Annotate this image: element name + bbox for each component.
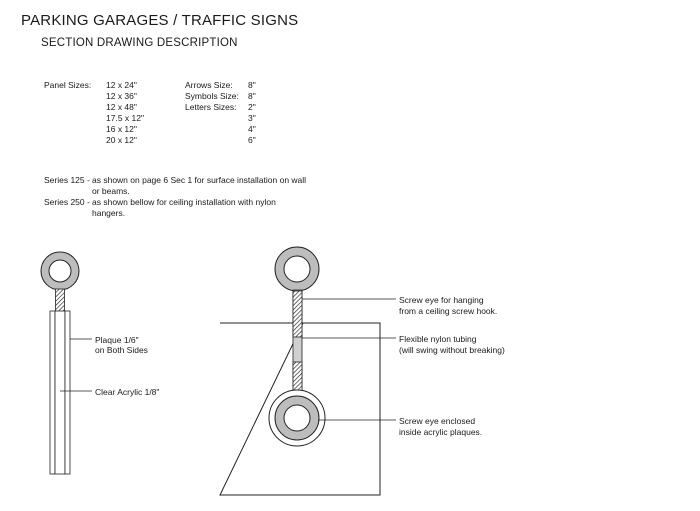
symbols-size-value: 8": [248, 91, 256, 101]
screw-eye-callout-line2: from a ceiling screw hook.: [399, 306, 498, 316]
bottom-screw-eye: [269, 390, 325, 446]
screw-eye-ring: [41, 252, 79, 290]
panel-size-value: 20 x 12": [106, 135, 137, 145]
panel-size-value: 12 x 24": [106, 80, 137, 90]
series-250-name: Series 250 -: [44, 197, 90, 207]
screw-eye-callout-line1: Screw eye for hanging: [399, 295, 484, 305]
arrows-size-value: 8": [248, 80, 256, 90]
top-screw-eye: [275, 247, 319, 291]
panel-sizes-label: Panel Sizes:: [44, 80, 92, 90]
plaque-callout-line2: on Both Sides: [95, 345, 148, 355]
panel-size-value: 17.5 x 12": [106, 113, 144, 123]
letters-size-value: 4": [248, 124, 256, 134]
series-250-desc-line1: as shown bellow for ceiling installation with nylon: [92, 197, 276, 207]
panel-size-value: 12 x 48": [106, 102, 137, 112]
acrylic-panel-edge: [50, 311, 70, 474]
side-view-drawing: [41, 252, 92, 474]
panel-size-value: 12 x 36": [106, 91, 137, 101]
front-view-drawing: [220, 247, 396, 495]
symbols-size-label: Symbols Size:: [185, 91, 239, 101]
page-title: PARKING GARAGES / TRAFFIC SIGNS: [21, 12, 299, 29]
arrows-size-label: Arrows Size:: [185, 80, 233, 90]
letters-sizes-label: Letters Sizes:: [185, 102, 237, 112]
enclosed-callout-line1: Screw eye enclosed: [399, 416, 476, 426]
acrylic-callout: Clear Acrylic 1/8": [95, 387, 160, 397]
series-250-desc-line2: hangers.: [92, 208, 126, 218]
page-subtitle: SECTION DRAWING DESCRIPTION: [41, 37, 238, 49]
tubing-callout-line1: Flexible nylon tubing: [399, 334, 477, 344]
plaque-callout-line1: Plaque 1/6": [95, 335, 139, 345]
letters-size-value: 6": [248, 135, 256, 145]
series-125-desc-line2: or beams.: [92, 186, 130, 196]
enclosed-callout-line2: inside acrylic plaques.: [399, 427, 483, 437]
letters-size-value: 3": [248, 113, 256, 123]
tubing-callout-line2: (will swing without breaking): [399, 345, 505, 355]
panel-size-value: 16 x 12": [106, 124, 137, 134]
tubing-hatch-top: [293, 291, 302, 337]
series-125-desc-line1: as shown on page 6 Sec 1 for surface installation on wall: [92, 175, 307, 185]
series-125-name: Series 125 -: [44, 175, 90, 185]
letters-size-value: 2": [248, 102, 256, 112]
